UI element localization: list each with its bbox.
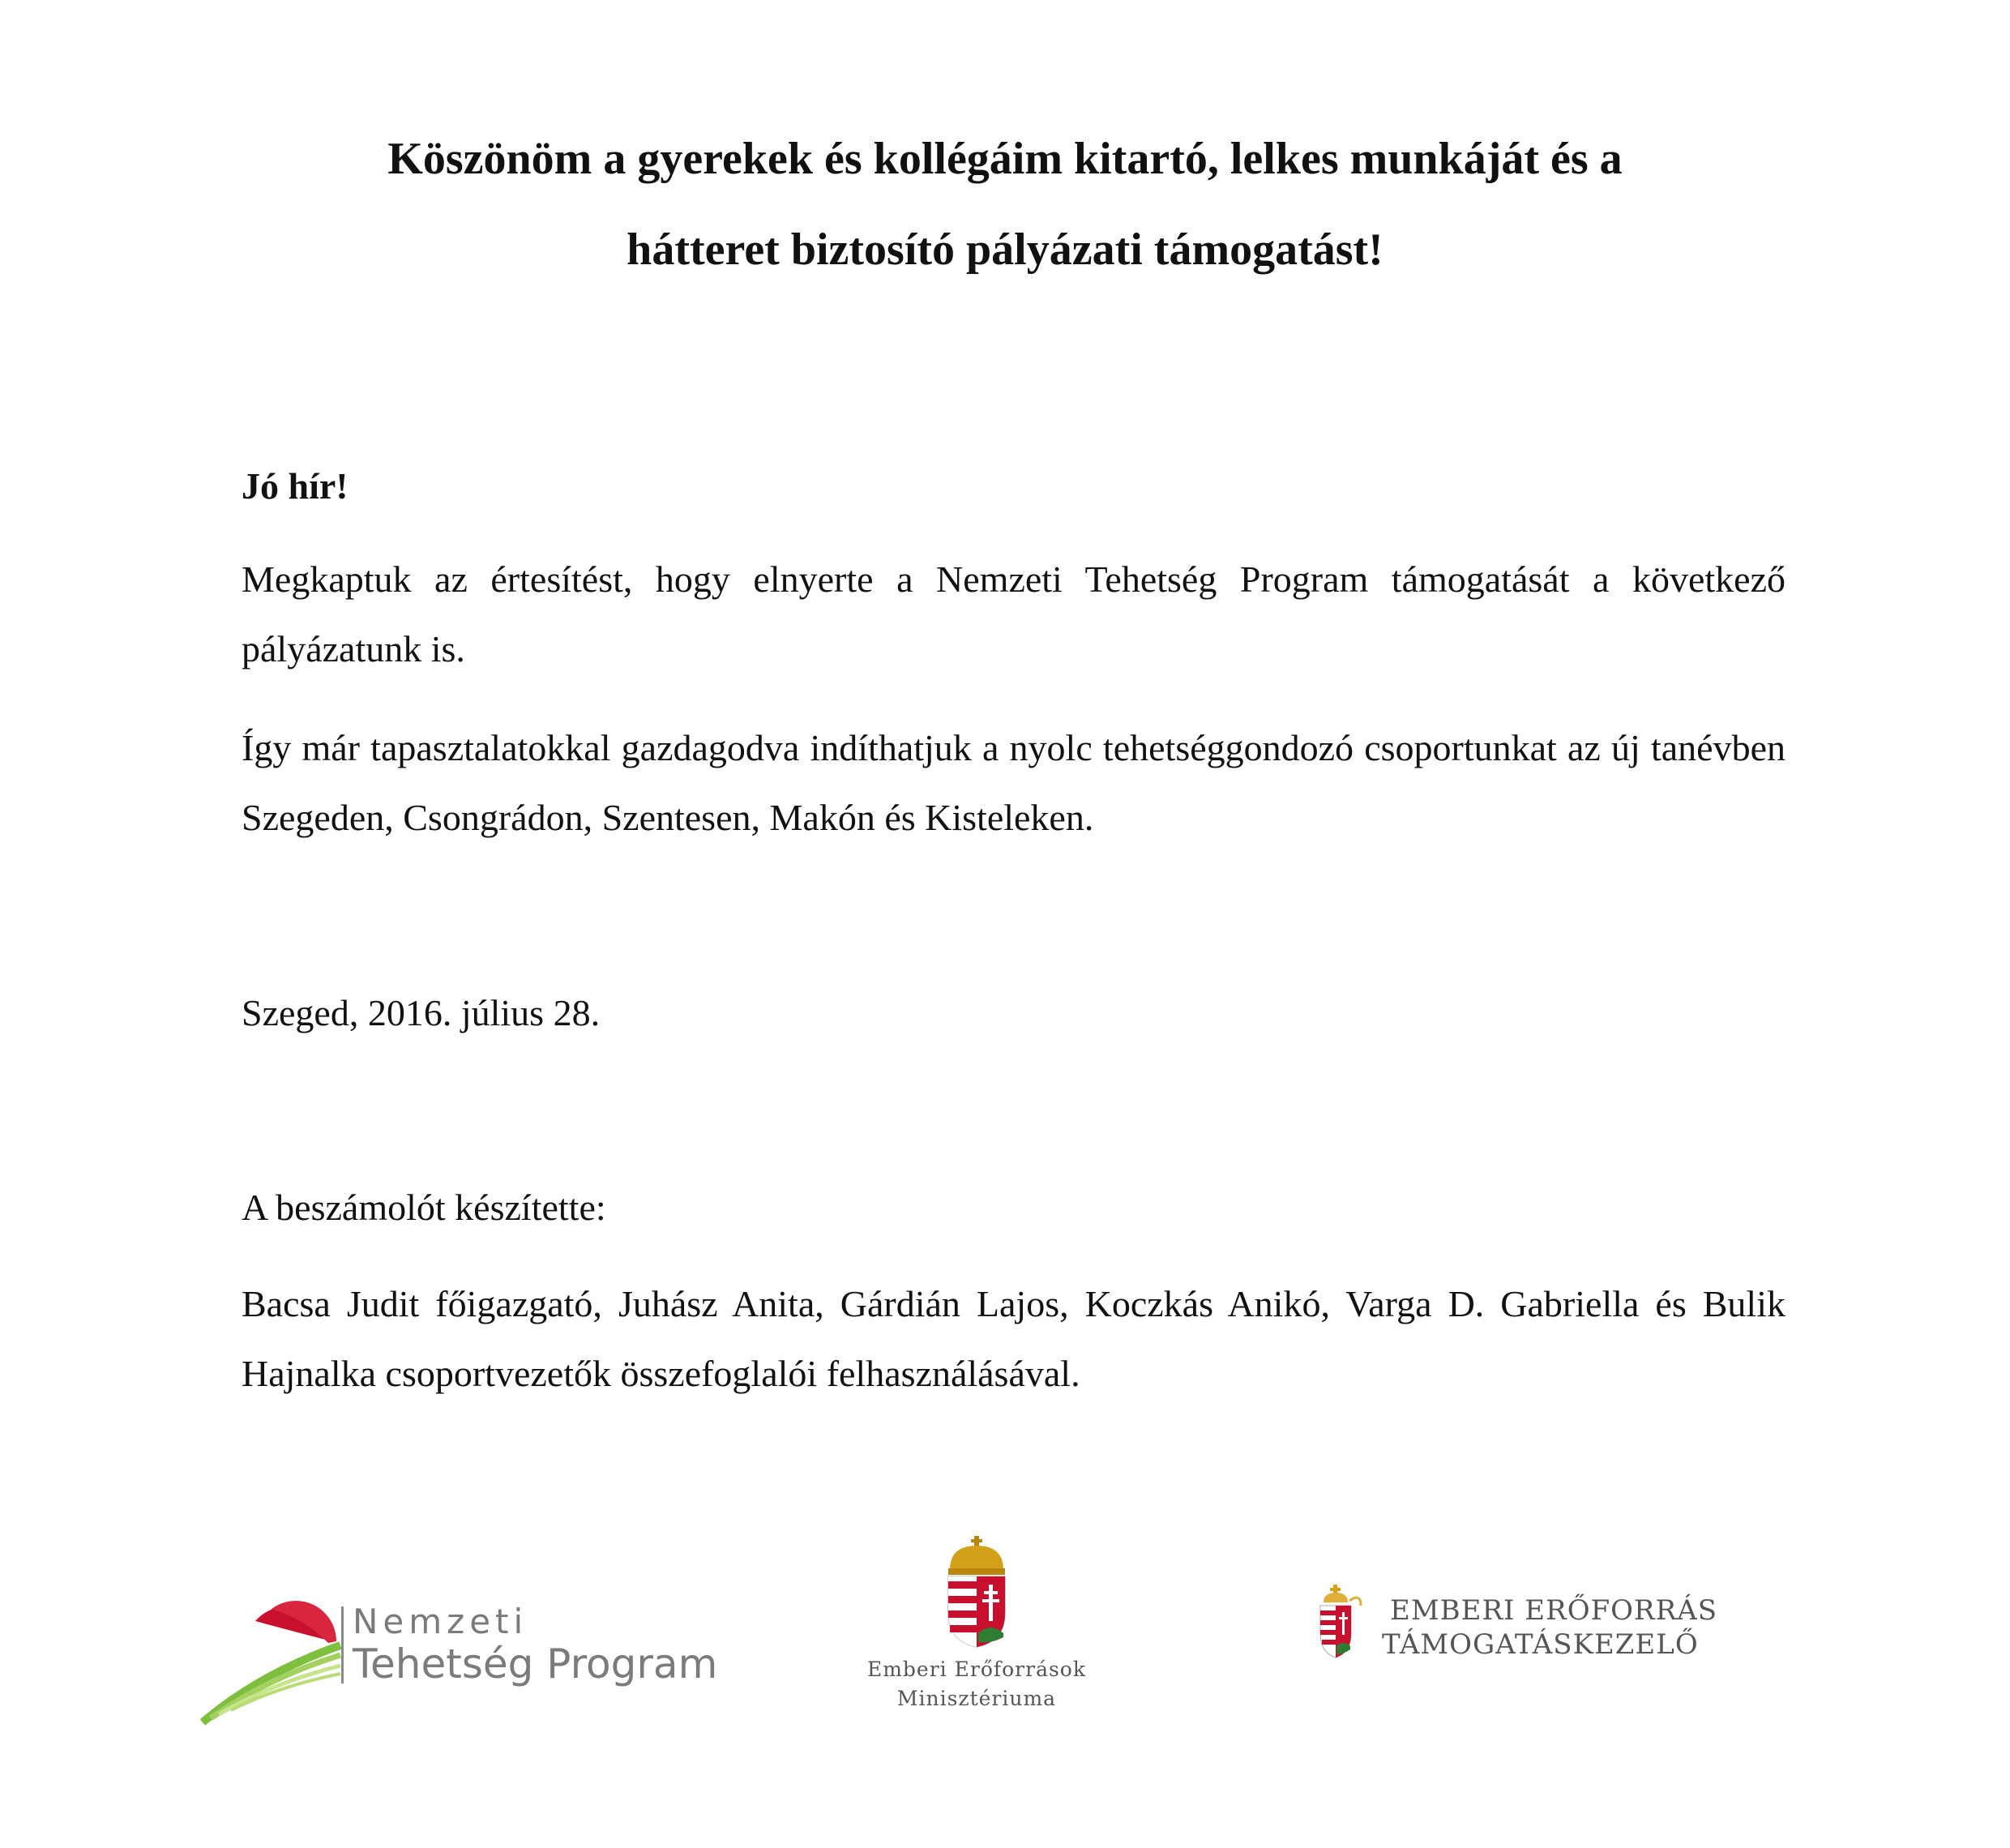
emmi-text-line-2: Minisztériuma: [896, 1687, 1057, 1710]
emet-text-line-1: EMBERI ERŐFORRÁS: [1390, 1594, 1718, 1627]
ntp-wordmark-line-1: Nemzeti: [353, 1602, 528, 1641]
page-heading: [211, 113, 1799, 295]
hungarian-coat-of-arms-icon: [940, 1536, 1013, 1649]
emet-coat-of-arms-icon: [1317, 1585, 1366, 1674]
heading-line-2: hátteret biztosító pályázati támogatást!: [627, 225, 1383, 275]
ntp-wordmark-line-2: Tehetség Program: [353, 1641, 718, 1688]
ntp-divider: [341, 1606, 344, 1683]
news-paragraph-2: Így már tapasztalatokkal gazdagodva indíthatjuk a nyolc tehetséggondozó csoportunkat az új tanévben Szegeden, Csongrádon, Szentesen, Makón és Kisteleken.: [242, 727, 1785, 838]
ntp-emblem-icon: [199, 1589, 344, 1726]
emet-text-line-2: TÁMOGATÁSKEZELŐ: [1382, 1628, 1699, 1661]
author-label: A beszámolót készítette:: [242, 1187, 606, 1228]
author-text: Bacsa Judit főigazgató, Juhász Anita, Gárdián Lajos, Koczkás Anikó, Varga D. Gabriella és Bulik Hajnalka csoportvezetők összefoglalói felhasználásával.: [242, 1283, 1785, 1394]
heading-line-1: Köszönöm a gyerekek és kollégáim kitartó, lelkes munkáját és a: [387, 134, 1623, 184]
news-title: Jó hír!: [242, 465, 349, 507]
emet-logo: [1317, 1585, 1718, 1674]
emmi-logo: [843, 1536, 1110, 1722]
nemzeti-tehetseg-program-logo: [199, 1589, 717, 1726]
date-line: Szeged, 2016. július 28.: [242, 992, 601, 1033]
emmi-text-line-1: Emberi Erőforrások: [866, 1658, 1087, 1681]
news-paragraph-1: Megkaptuk az értesítést, hogy elnyerte a Nemzeti Tehetség Program támogatását a következő pályázatunk is.: [242, 558, 1785, 669]
